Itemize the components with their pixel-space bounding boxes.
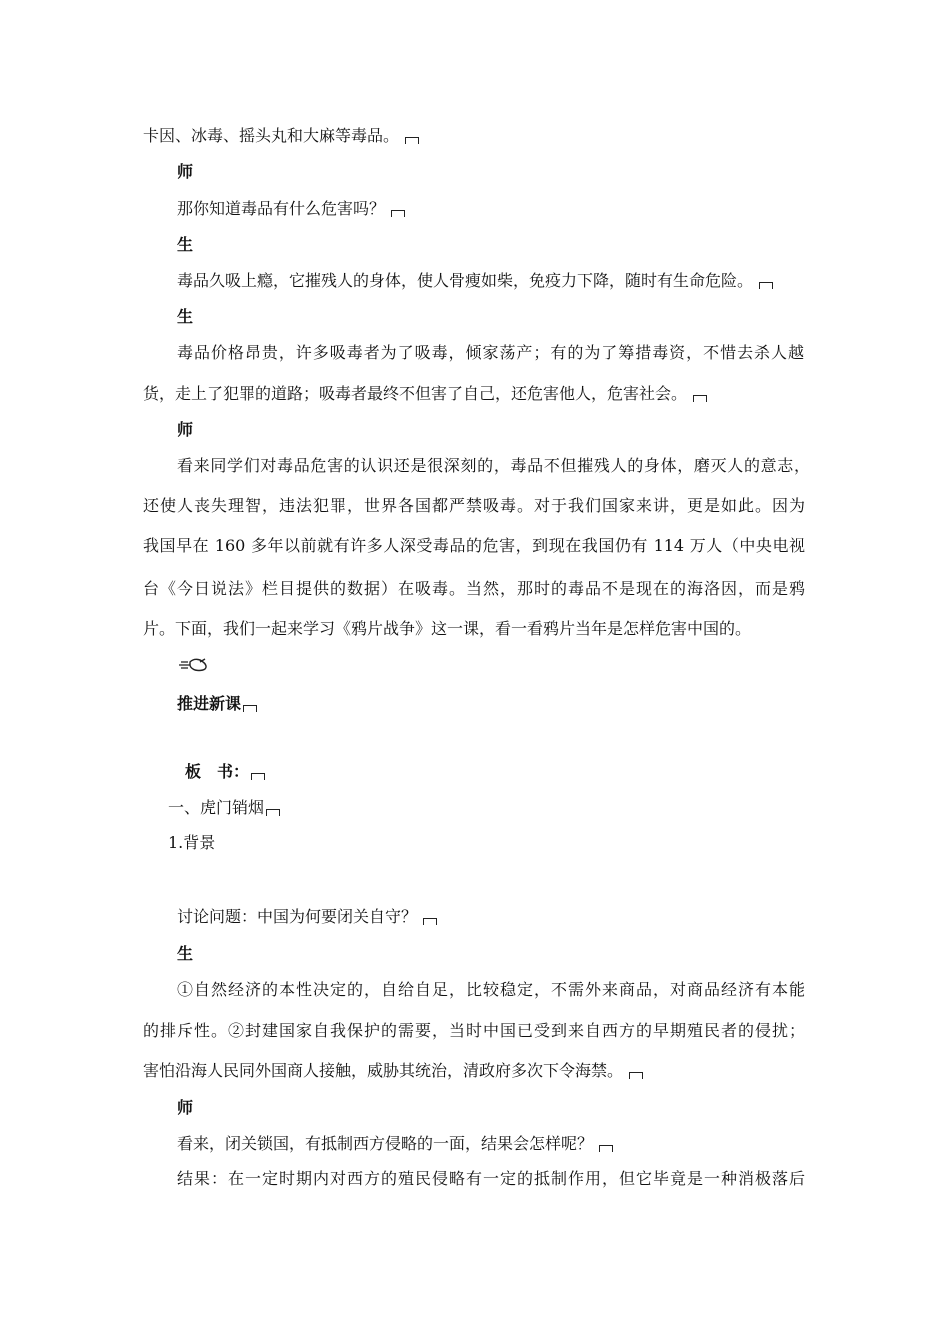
- heading-text: 一、虎门销烟: [168, 798, 265, 817]
- outline-subheading: 1.背景: [168, 833, 216, 852]
- text-line: 片。下面，我们一起来学习《鸦片战争》这一课，看一看鸦片当年是怎样危害中国的。: [143, 619, 752, 638]
- text-line: ①自然经济的本性决定的，自给自足，比较稳定，不需外来商品，对商品经济有本能: [177, 980, 805, 999]
- paragraph-mark-icon: [251, 773, 265, 780]
- text-line: [143, 383, 707, 405]
- line-text: 卡因、冰毒、摇头丸和大麻等毒品。: [143, 126, 400, 145]
- speaker-student: 生: [177, 235, 194, 254]
- section-heading: [177, 693, 257, 715]
- text-line: [143, 125, 419, 147]
- line-text: 货，走上了犯罪的道路；吸毒者最终不但害了自己，还危害他人，危害社会。: [143, 384, 688, 403]
- board-heading: [185, 761, 265, 783]
- paragraph-mark-icon: [405, 137, 419, 144]
- line-text: 毒品久吸上瘾，它摧残人的身体，使人骨瘦如柴，免疫力下降，随时有生命危险。: [177, 271, 754, 290]
- text-line: 看来同学们对毒品危害的认识还是很深刻的，毒品不但摧残人的身体，磨灭人的意志，: [177, 456, 810, 475]
- line-text: 讨论问题：中国为何要闭关自守？: [177, 907, 418, 926]
- text-line: [143, 1060, 643, 1082]
- line-text: 那你知道毒品有什么危害吗？: [177, 199, 386, 218]
- outline-heading: [168, 797, 280, 819]
- paragraph-mark-icon: [266, 809, 280, 816]
- speaker-student: 生: [177, 944, 194, 963]
- paragraph-mark-icon: [243, 705, 257, 712]
- line-text: 害怕沿海人民同外国商人接触，威胁其统治，清政府多次下令海禁。: [143, 1061, 624, 1080]
- hand-pointer-icon: [178, 656, 210, 674]
- heading-text: 板 书：: [185, 762, 250, 781]
- paragraph-mark-icon: [599, 1145, 613, 1152]
- text-line: [177, 198, 405, 220]
- text-line: 我国早在 160 多年以前就有许多人深受毒品的危害，到现在我国仍有 114 万人（中央电视: [143, 536, 805, 555]
- text-line: [177, 1133, 613, 1155]
- speaker-teacher: 师: [177, 1098, 194, 1117]
- paragraph-mark-icon: [759, 282, 773, 289]
- text-line: 结果：在一定时期内对西方的殖民侵略有一定的抵制作用，但它毕竟是一种消极落后: [177, 1169, 805, 1188]
- paragraph-mark-icon: [629, 1072, 643, 1079]
- text-line: 毒品价格昂贵，许多吸毒者为了吸毒，倾家荡产；有的为了筹措毒资，不惜去杀人越: [177, 343, 804, 362]
- speaker-teacher: 师: [177, 162, 194, 181]
- heading-text: 推进新课: [177, 694, 242, 713]
- paragraph-mark-icon: [693, 395, 707, 402]
- paragraph-mark-icon: [423, 918, 437, 925]
- speaker-teacher: 师: [177, 420, 194, 439]
- speaker-student: 生: [177, 307, 194, 326]
- text-line: [177, 906, 437, 928]
- text-line: [177, 270, 773, 292]
- paragraph-mark-icon: [391, 210, 405, 217]
- line-text: 看来，闭关锁国，有抵制西方侵略的一面，结果会怎样呢？: [177, 1134, 594, 1153]
- text-line: 还使人丧失理智，违法犯罪，世界各国都严禁吸毒。对于我们国家来讲，更是如此。因为: [143, 496, 805, 515]
- text-line: 的排斥性。②封建国家自我保护的需要，当时中国已受到来自西方的早期殖民者的侵扰；: [143, 1021, 805, 1040]
- text-line: 台《今日说法》栏目提供的数据）在吸毒。当然，那时的毒品不是现在的海洛因，而是鸦: [143, 579, 805, 598]
